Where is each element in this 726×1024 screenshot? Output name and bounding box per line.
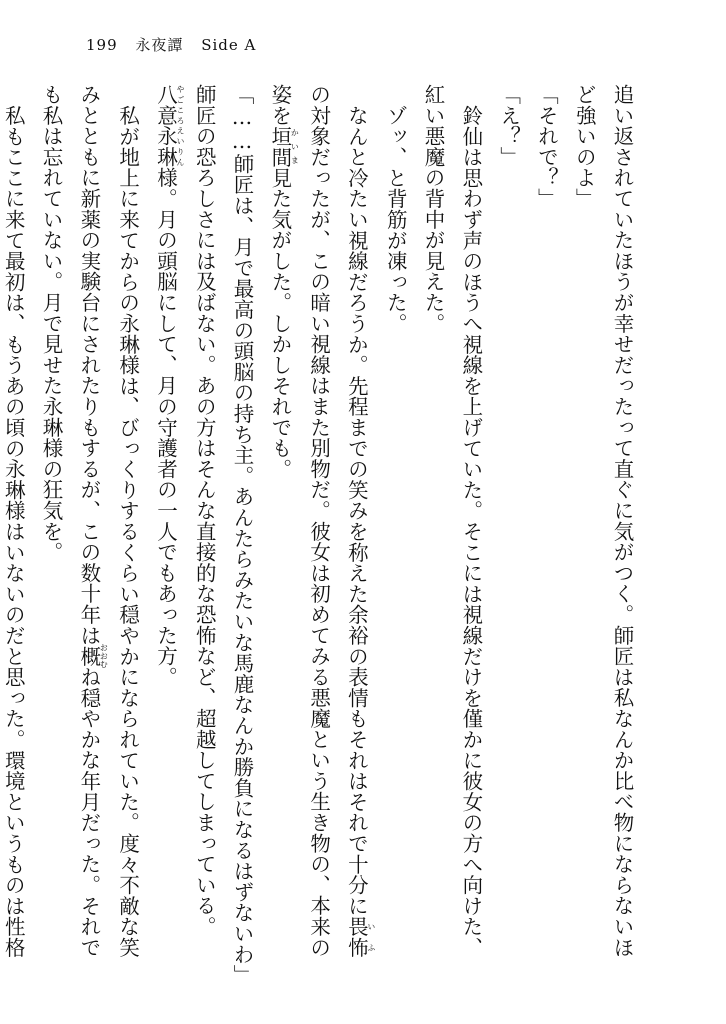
- text-line: ゾッ、と背筋が凍った。: [383, 104, 408, 334]
- ruby-annotation: 畏怖いふ: [344, 915, 376, 958]
- text-line: なんと冷たい視線だろうか。先程までの笑みを称えた余裕の表情もそれはそれで十分に畏怖いふ: [344, 104, 376, 958]
- text-line: の対象だったが、この暗い視線はまた別物だ。彼女は初めてみる悪魔という生き物の、本来の: [306, 84, 331, 958]
- body-text: [1, 84, 640, 986]
- text-line: みとともに新薬の実験台にされたりもするが、この数十年は概おおむね穏やかな年月だった。それで: [76, 84, 109, 958]
- text-line: 「え？」: [496, 84, 521, 168]
- text-line: 師匠の恐ろしさには及ばない。あの方はそんな直接的な恐怖など、超越してしまっている。: [192, 84, 217, 937]
- text-line: 「それで？」: [534, 84, 559, 209]
- page-header: [86, 34, 268, 55]
- text-line: 姿を垣間かいま見た気がした。しかしそれでも。: [267, 84, 300, 480]
- ruby-annotation: 八意永琳やごころえいりん: [153, 84, 185, 168]
- text-line: も私は忘れていない。月で見せた永琳様の狂気を。: [39, 84, 64, 563]
- book-title: 永夜譚: [135, 36, 184, 54]
- text-line: 私もここに来て最初は、もうあの頃の永琳様はいないのだと思った。環境というものは性格: [1, 104, 26, 958]
- text-line: 追い返されていたほうが幸せだったって直ぐに気がつく。師匠は私なんか比べ物にならないほ: [610, 84, 634, 958]
- text-line: 鈴仙は思わず声のほうへ視線を上げていた。そこには視線だけを僅かに彼女の方へ向けた、: [458, 104, 483, 958]
- text-line: 「……師匠は、月で最高の頭脳の持ち主。あんたらみたいな馬鹿なんか勝負になるはずないわ」: [230, 84, 255, 986]
- ruby-annotation: 概おおむ: [76, 643, 109, 669]
- text-line: 八意永琳やごころえいりん様。月の頭脳にして、月の守護者の一人でもあった方。: [153, 84, 185, 688]
- text-line: ど強いのよ」: [572, 84, 597, 209]
- text-line: 私が地上に来てからの永琳様は、びっくりするくらい穏やかになられていた。度々不敵な笑: [115, 104, 140, 958]
- ruby-annotation: 垣間かいま: [267, 125, 300, 168]
- text-line: 紅い悪魔の背中が見えた。: [421, 84, 446, 334]
- page-number: 199: [86, 36, 118, 54]
- side-label: Side A: [201, 36, 257, 54]
